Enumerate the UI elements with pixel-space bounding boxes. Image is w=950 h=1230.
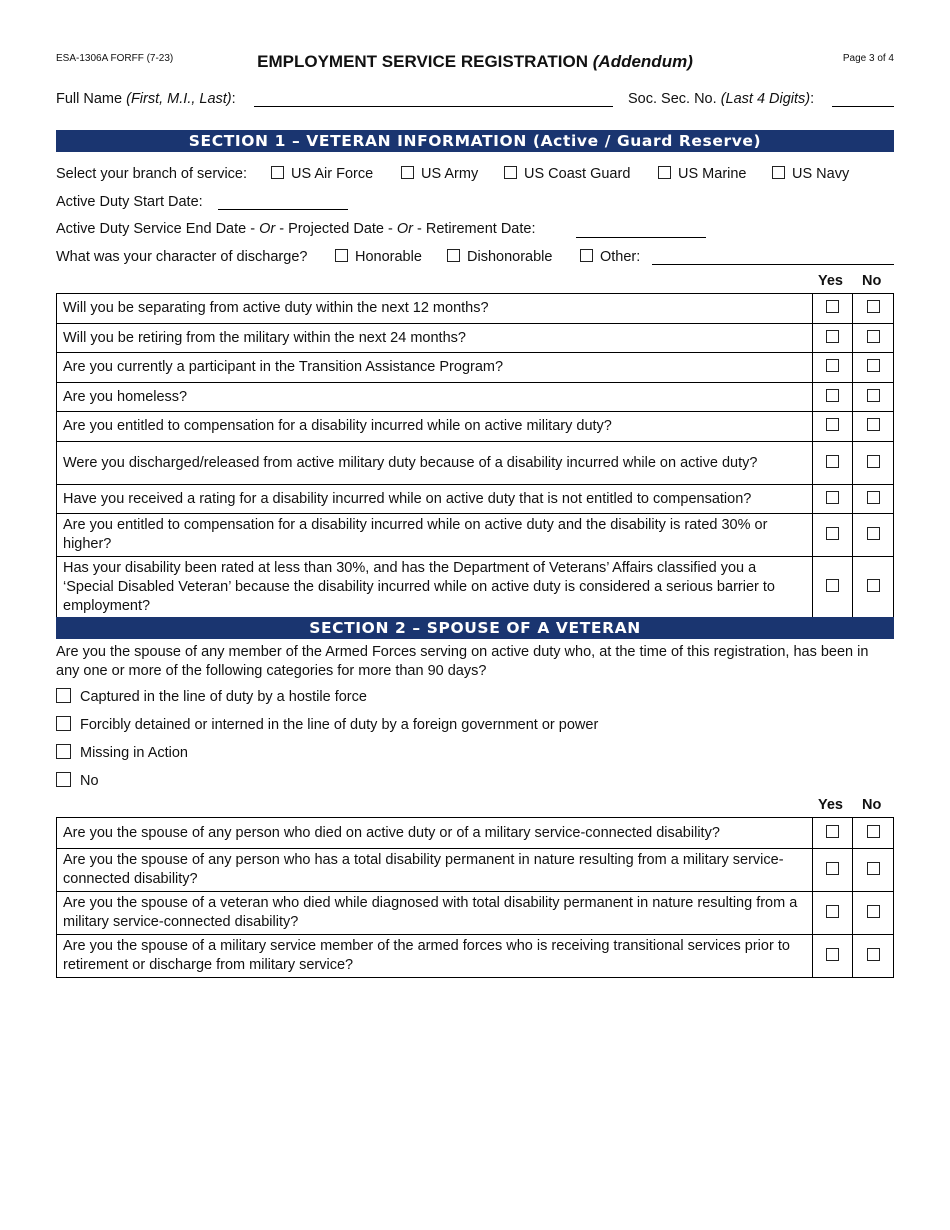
start-date-label: Active Duty Start Date:	[56, 194, 203, 210]
branch-option-navy[interactable]	[772, 166, 849, 182]
no-checkbox[interactable]	[867, 491, 880, 504]
checkbox[interactable]	[401, 166, 414, 179]
no-checkbox[interactable]	[867, 825, 880, 838]
discharge-option-honorable[interactable]	[335, 249, 422, 265]
title-sub: (Addendum)	[592, 52, 693, 71]
no-header: No	[862, 273, 882, 289]
checkbox[interactable]	[335, 249, 348, 262]
table-row	[57, 514, 894, 557]
no-cell[interactable]	[853, 485, 894, 514]
colon: :	[231, 91, 236, 107]
no-checkbox[interactable]	[867, 579, 880, 592]
no-checkbox[interactable]	[867, 455, 880, 468]
discharge-option-other[interactable]	[580, 249, 640, 265]
full-name-hint: (First, M.I., Last)	[126, 91, 232, 107]
no-checkbox[interactable]	[867, 300, 880, 313]
checkbox[interactable]	[271, 166, 284, 179]
question-text: Are you the spouse of any person who has a total disability permanent in nature resulting from a military service-connected disability?	[57, 849, 813, 892]
discharge-label-text: Other:	[600, 249, 641, 265]
yes-cell[interactable]	[813, 935, 853, 978]
no-checkbox[interactable]	[867, 418, 880, 431]
yes-checkbox[interactable]	[826, 862, 839, 875]
question-text: Will you be retiring from the military within the next 24 months?	[57, 324, 813, 353]
category-label: Forcibly detained or interned in the line of duty by a foreign government or power	[80, 717, 599, 733]
yes-header: Yes	[818, 273, 843, 289]
yes-checkbox[interactable]	[826, 300, 839, 313]
question-text: Are you currently a participant in the Transition Assistance Program?	[57, 353, 813, 383]
discharge-option-dishonorable[interactable]	[447, 249, 552, 265]
question-text: Have you received a rating for a disability incurred while on active duty that is not entitled to compensation?	[57, 485, 813, 514]
yes-cell[interactable]	[813, 892, 853, 935]
question-text: Are you the spouse of any person who died on active duty or of a military service-connected disability?	[57, 818, 813, 849]
form-title	[0, 52, 950, 72]
category-no[interactable]	[56, 772, 99, 789]
discharge-label: What was your character of discharge?	[56, 249, 308, 265]
yes-cell[interactable]	[813, 485, 853, 514]
yes-header: Yes	[818, 797, 843, 813]
checkbox[interactable]	[447, 249, 460, 262]
yes-cell[interactable]	[813, 383, 853, 412]
start-date-field[interactable]	[218, 209, 348, 210]
discharge-other-field[interactable]	[652, 264, 894, 265]
no-cell[interactable]	[853, 849, 894, 892]
table-row	[57, 294, 894, 324]
table-row	[57, 412, 894, 442]
yes-checkbox[interactable]	[826, 491, 839, 504]
yes-cell[interactable]	[813, 442, 853, 485]
no-cell[interactable]	[853, 294, 894, 324]
branch-option-army[interactable]	[401, 166, 478, 182]
yes-checkbox[interactable]	[826, 527, 839, 540]
checkbox[interactable]	[504, 166, 517, 179]
table-row	[57, 935, 894, 978]
question-text: Are you entitled to compensation for a disability incurred while on active military duty?	[57, 412, 813, 442]
no-cell[interactable]	[853, 818, 894, 849]
branch-option-coast-guard[interactable]	[504, 166, 630, 182]
yes-checkbox[interactable]	[826, 330, 839, 343]
no-cell[interactable]	[853, 324, 894, 353]
yes-cell[interactable]	[813, 353, 853, 383]
table-row	[57, 442, 894, 485]
checkbox[interactable]	[772, 166, 785, 179]
no-checkbox[interactable]	[867, 330, 880, 343]
question-text: Are you the spouse of a military service member of the armed forces who is receiving transitional services prior to retirement or discharge from military service?	[57, 935, 813, 978]
ssn-label	[628, 91, 814, 107]
checkbox[interactable]	[580, 249, 593, 262]
category-label: Captured in the line of duty by a hostile force	[80, 689, 367, 705]
section2-question-table	[56, 817, 894, 978]
full-name-text: Full Name	[56, 91, 123, 107]
branch-label: Select your branch of service:	[56, 166, 248, 182]
branch-label-text: US Air Force	[291, 166, 374, 182]
colon: :	[810, 91, 815, 107]
branch-option-marine[interactable]	[658, 166, 747, 182]
question-text: Has your disability been rated at less than 30%, and has the Department of Veterans’ Affairs classified you a ‘Special Disabled Veteran’ because the disability incurred while on active duty is considered a serious barrier to employment?	[57, 557, 813, 619]
section2-banner: SECTION 2 – SPOUSE OF A VETERAN	[56, 617, 894, 639]
discharge-label-text: Dishonorable	[467, 249, 553, 265]
question-text: Will you be separating from active duty within the next 12 months?	[57, 294, 813, 324]
ssn-text: Soc. Sec. No.	[628, 91, 717, 107]
or-text: Or	[259, 221, 276, 237]
table-row	[57, 383, 894, 412]
no-cell[interactable]	[853, 935, 894, 978]
yes-cell[interactable]	[813, 818, 853, 849]
yes-cell[interactable]	[813, 294, 853, 324]
checkbox[interactable]	[56, 744, 71, 759]
full-name-field[interactable]	[254, 106, 613, 107]
section1-question-table	[56, 293, 894, 619]
yes-cell[interactable]	[813, 412, 853, 442]
branch-label-text: US Army	[421, 166, 479, 182]
end-date-field[interactable]	[576, 237, 706, 238]
no-cell[interactable]	[853, 442, 894, 485]
or-text: Or	[396, 221, 413, 237]
yes-checkbox[interactable]	[826, 905, 839, 918]
no-header: No	[862, 797, 882, 813]
question-text: Are you the spouse of a veteran who died while diagnosed with total disability permanent in nature resulting from a military service-connected disability?	[57, 892, 813, 935]
no-cell[interactable]	[853, 383, 894, 412]
yes-checkbox[interactable]	[826, 418, 839, 431]
no-cell[interactable]	[853, 557, 894, 619]
yes-checkbox[interactable]	[826, 455, 839, 468]
full-name-label	[56, 91, 236, 107]
ssn-field[interactable]	[832, 106, 894, 107]
checkbox[interactable]	[56, 772, 71, 787]
checkbox[interactable]	[56, 688, 71, 703]
no-checkbox[interactable]	[867, 862, 880, 875]
table-row	[57, 324, 894, 353]
yes-checkbox[interactable]	[826, 948, 839, 961]
no-cell[interactable]	[853, 514, 894, 557]
table-row	[57, 557, 894, 619]
section2-intro: Are you the spouse of any member of the Armed Forces serving on active duty who, at the time of this registration, has been in any one or more of the following categories for more than 90 days?	[56, 644, 869, 679]
table-row	[57, 892, 894, 935]
yes-checkbox[interactable]	[826, 359, 839, 372]
question-text: Are you homeless?	[57, 383, 813, 412]
no-checkbox[interactable]	[867, 527, 880, 540]
category-detained[interactable]	[56, 716, 598, 733]
category-label: No	[80, 773, 99, 789]
end-date-text-b: - Projected Date -	[275, 221, 397, 237]
branch-label-text: US Navy	[792, 166, 850, 182]
no-cell[interactable]	[853, 353, 894, 383]
category-label: Missing in Action	[80, 745, 188, 761]
yes-checkbox[interactable]	[826, 579, 839, 592]
table-row	[57, 353, 894, 383]
category-captured[interactable]	[56, 688, 367, 705]
title-main: EMPLOYMENT SERVICE REGISTRATION	[257, 52, 589, 71]
yes-cell[interactable]	[813, 324, 853, 353]
yes-checkbox[interactable]	[826, 825, 839, 838]
ssn-hint: (Last 4 Digits)	[720, 91, 811, 107]
no-cell[interactable]	[853, 412, 894, 442]
yes-checkbox[interactable]	[826, 389, 839, 402]
question-text: Are you entitled to compensation for a disability incurred while on active duty and the disability is rated 30% or higher?	[57, 514, 813, 557]
end-date-label	[56, 221, 535, 237]
yes-cell[interactable]	[813, 557, 853, 619]
page-number: Page 3 of 4	[842, 53, 894, 64]
section1-banner: SECTION 1 – VETERAN INFORMATION (Active / Guard Reserve)	[56, 130, 894, 152]
branch-label-text: US Coast Guard	[524, 166, 631, 182]
no-cell[interactable]	[853, 892, 894, 935]
no-checkbox[interactable]	[867, 359, 880, 372]
yes-cell[interactable]	[813, 849, 853, 892]
no-checkbox[interactable]	[867, 389, 880, 402]
checkbox[interactable]	[658, 166, 671, 179]
branch-label-text: US Marine	[678, 166, 747, 182]
branch-option-air-force[interactable]	[271, 166, 373, 182]
question-text: Were you discharged/released from active military duty because of a disability incurred while on active duty?	[57, 442, 813, 485]
no-checkbox[interactable]	[867, 905, 880, 918]
end-date-text-c: - Retirement Date:	[412, 221, 536, 237]
table-row	[57, 485, 894, 514]
category-missing[interactable]	[56, 744, 188, 761]
yes-cell[interactable]	[813, 514, 853, 557]
form-id: ESA-1306A FORFF (7-23)	[56, 53, 174, 64]
end-date-text-a: Active Duty Service End Date -	[56, 221, 260, 237]
discharge-label-text: Honorable	[355, 249, 422, 265]
no-checkbox[interactable]	[867, 948, 880, 961]
table-row	[57, 818, 894, 849]
table-row	[57, 849, 894, 892]
checkbox[interactable]	[56, 716, 71, 731]
